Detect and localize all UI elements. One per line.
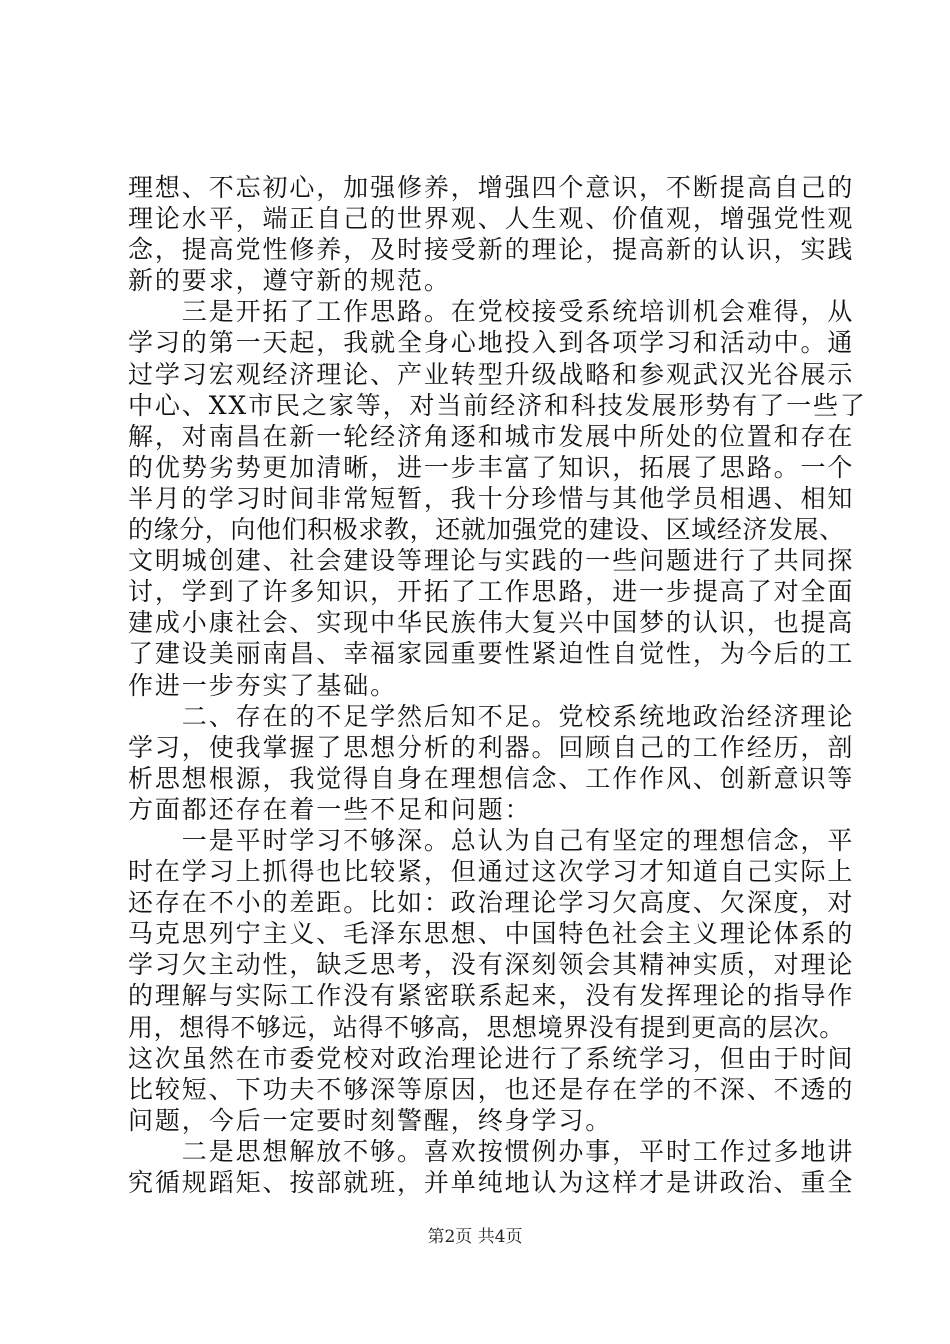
text-line: 过学习宏观经济理论、产业转型升级战略和参观武汉光谷展示 <box>128 359 855 389</box>
text-line: 文明城创建、社会建设等理论与实践的一些问题进行了共同探 <box>128 546 855 576</box>
text-line: 的理解与实际工作没有紧密联系起来，没有发挥理论的指导作 <box>128 981 855 1011</box>
text-line: 半月的学习时间非常短暂，我十分珍惜与其他学员相遇、相知 <box>128 483 855 513</box>
text-line: 建成小康社会、实现中华民族伟大复兴中国梦的认识，也提高 <box>128 608 855 638</box>
text-line: 还存在不小的差距。比如：政治理论学习欠高度、欠深度，对 <box>128 888 855 918</box>
text-line: 的缘分，向他们积极求教，还就加强党的建设、区域经济发展、 <box>128 515 845 545</box>
text-line: 作进一步夯实了基础。 <box>128 670 398 700</box>
text-line: 念，提高党性修养，及时接受新的理论，提高新的认识，实践 <box>128 235 855 265</box>
text-line: 三是开拓了工作思路。在党校接受系统培训机会难得，从 <box>128 297 855 327</box>
text-line: 二、存在的不足学然后知不足。党校系统地政治经济理论 <box>128 701 855 731</box>
text-line: 中心、XX市民之家等，对当前经济和科技发展形势有了一些了 <box>128 390 867 420</box>
text-line: 用，想得不够远，站得不够高，思想境界没有提到更高的层次。 <box>128 1012 845 1042</box>
text-line: 学习的第一天起，我就全身心地投入到各项学习和活动中。通 <box>128 328 855 358</box>
text-line: 理想、不忘初心，加强修养，增强四个意识，不断提高自己的 <box>128 173 855 202</box>
text-line: 时在学习上抓得也比较紧，但通过这次学习才知道自己实际上 <box>128 857 855 887</box>
text-line: 一是平时学习不够深。总认为自己有坚定的理想信念，平 <box>128 825 855 855</box>
text-line: 马克思列宁主义、毛泽东思想、中国特色社会主义理论体系的 <box>128 919 855 949</box>
text-line: 二是思想解放不够。喜欢按惯例办事，平时工作过多地讲 <box>128 1136 855 1166</box>
page-number-footer: 第2页 共4页 <box>427 1227 523 1247</box>
text-line: 理论水平，端正自己的世界观、人生观、价值观，增强党性观 <box>128 204 855 234</box>
text-line: 的优势劣势更加清晰，进一步丰富了知识，拓展了思路。一个 <box>128 452 855 482</box>
text-line: 解，对南昌在新一轮经济角逐和城市发展中所处的位置和存在 <box>128 421 855 451</box>
text-line: 究循规蹈矩、按部就班，并单纯地认为这样才是讲政治、重全 <box>128 1168 855 1197</box>
text-line: 讨，学到了许多知识，开拓了工作思路，进一步提高了对全面 <box>128 577 855 607</box>
text-line: 比较短、下功夫不够深等原因，也还是存在学的不深、不透的 <box>128 1074 855 1104</box>
text-line: 学习，使我掌握了思想分析的利器。回顾自己的工作经历，剖 <box>128 732 855 762</box>
text-line: 这次虽然在市委党校对政治理论进行了系统学习，但由于时间 <box>128 1043 855 1073</box>
document-body <box>128 172 867 1198</box>
text-line: 问题，今后一定要时刻警醒，终身学习。 <box>128 1105 613 1135</box>
text-line: 析思想根源，我觉得自身在理想信念、工作作风、创新意识等 <box>128 763 855 793</box>
text-line: 新的要求，遵守新的规范。 <box>128 266 451 296</box>
text-line: 了建设美丽南昌、幸福家园重要性紧迫性自觉性，为今后的工 <box>128 639 855 669</box>
text-line: 方面都还存在着一些不足和问题： <box>128 794 532 824</box>
text-line: 学习欠主动性，缺乏思考，没有深刻领会其精神实质，对理论 <box>128 950 855 980</box>
